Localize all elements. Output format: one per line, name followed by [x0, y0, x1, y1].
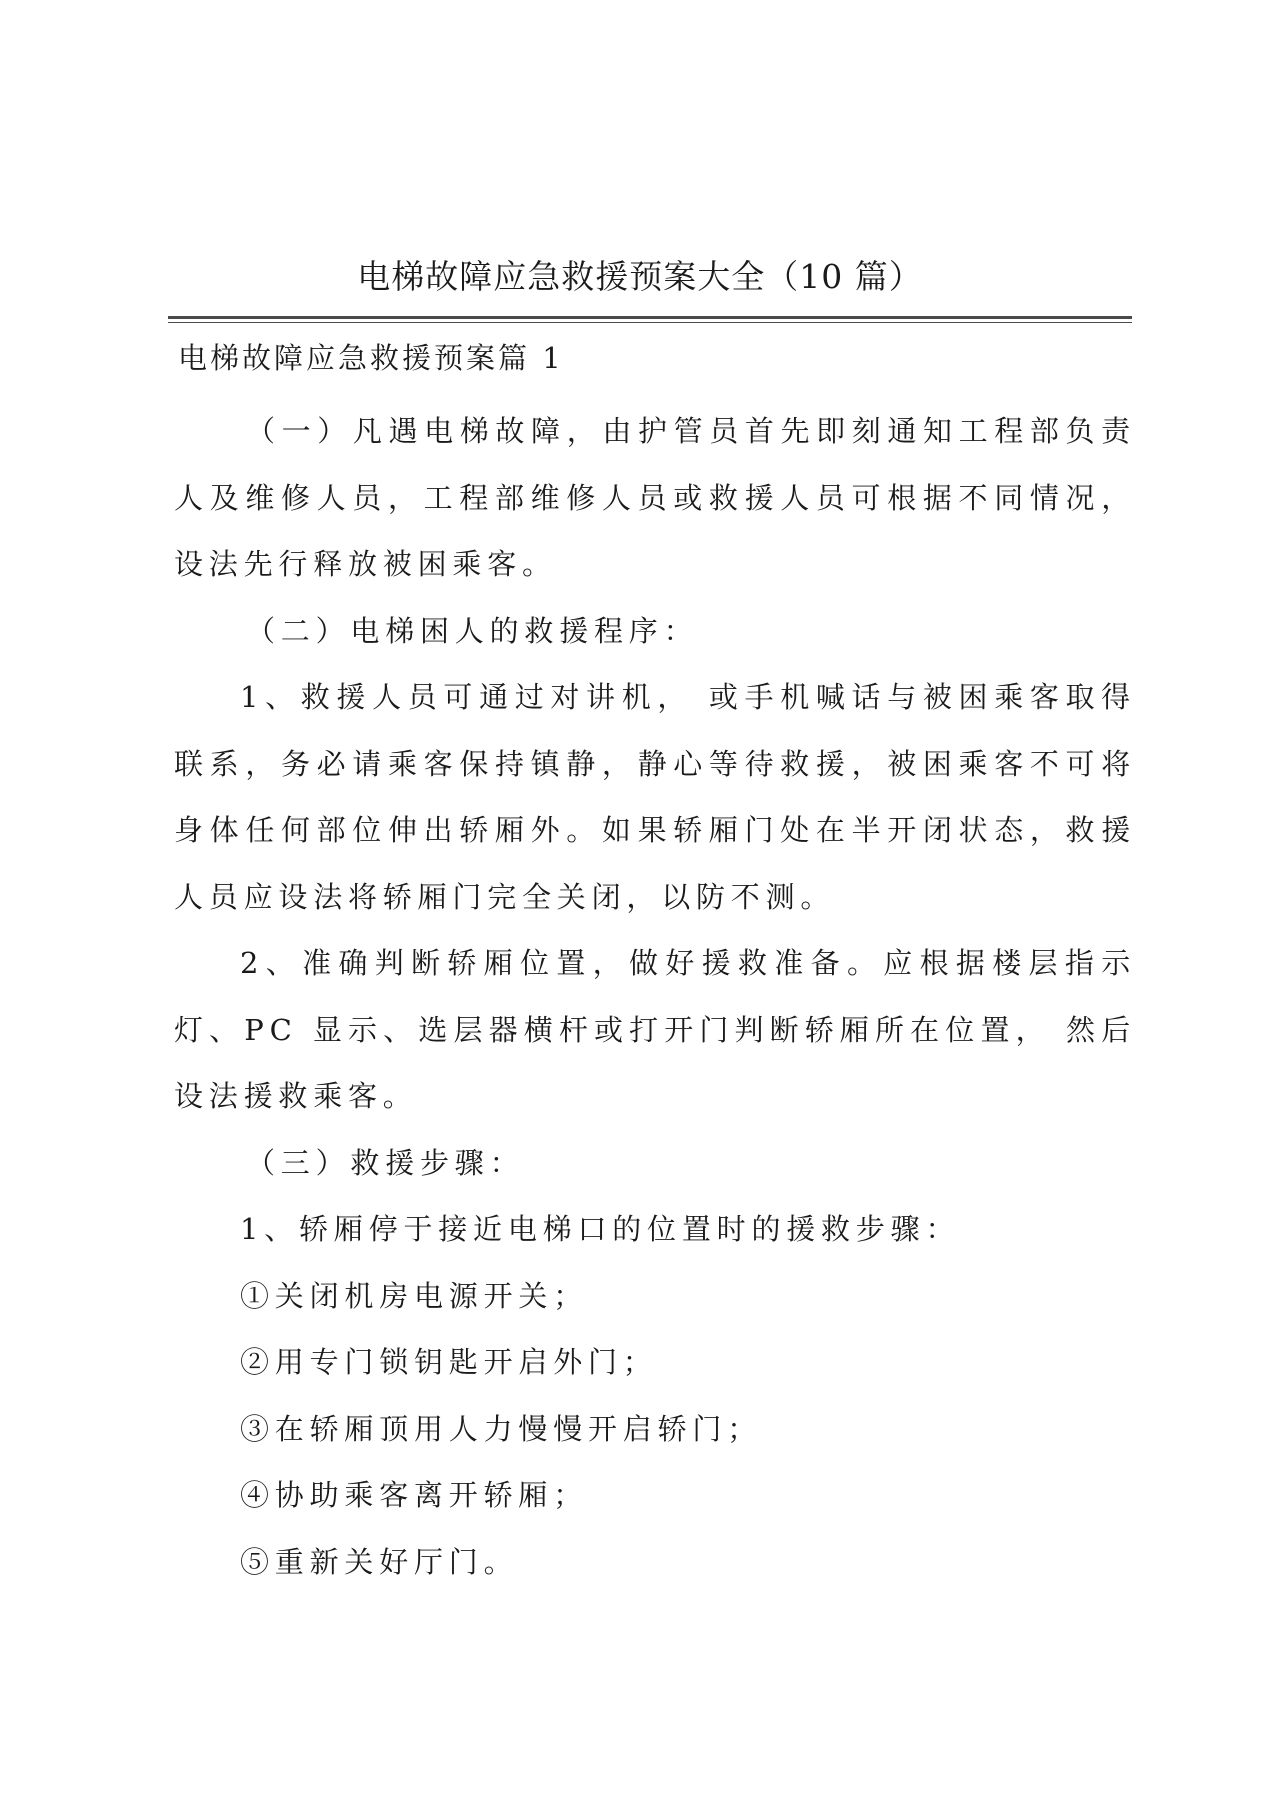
- title-divider-thin: [168, 322, 1132, 323]
- paragraph-notify: （一）凡遇电梯故障，由护管员首先即刻通知工程部负责人及维修人员，工程部维修人员或救援人员可根据不同情况，设法先行释放被困乘客。: [174, 414, 1136, 581]
- paragraph-rescue-procedure-heading: （二）电梯困人的救援程序：: [246, 613, 699, 648]
- list-item-step-1: ①关闭机房电源开关；: [240, 1278, 589, 1313]
- list-item-step-5: ⑤重新关好厅门。: [240, 1544, 519, 1579]
- title-divider-thick: [168, 316, 1132, 319]
- document-title: 电梯故障应急救援预案大全（10 篇）: [357, 257, 923, 296]
- list-item-step-4: ④协助乘客离开轿厢；: [240, 1478, 589, 1512]
- list-item-step-2: ②用专门锁钥匙开启外门；: [240, 1345, 658, 1379]
- paragraph-step-near-landing: 1、轿厢停于接近电梯口的位置时的援救步骤：: [240, 1212, 961, 1246]
- section-heading: 电梯故障应急救援预案篇 1: [178, 341, 564, 375]
- paragraph-contact-passengers: 1、救援人员可通过对讲机， 或手机喊话与被困乘客取得联系，务必请乘客保持镇静，静心等待救援，被困乘客不可将身体任何部位伸出轿厢外。如果轿厢门处在半开闭状态，救援人员应设法将轿厢门完全关闭，以防不测。: [174, 680, 1136, 914]
- paragraph-rescue-steps-heading: （三）救援步骤：: [246, 1145, 525, 1180]
- paragraph-locate-car: 2、准确判断轿厢位置，做好援救准备。应根据楼层指示灯、PC 显示、选层器横杆或打开门判断轿厢所在位置， 然后设法援救乘客。: [174, 946, 1136, 1113]
- document-body: [174, 398, 1136, 1595]
- list-item-step-3: ③在轿厢顶用人力慢慢开启轿门；: [240, 1411, 763, 1446]
